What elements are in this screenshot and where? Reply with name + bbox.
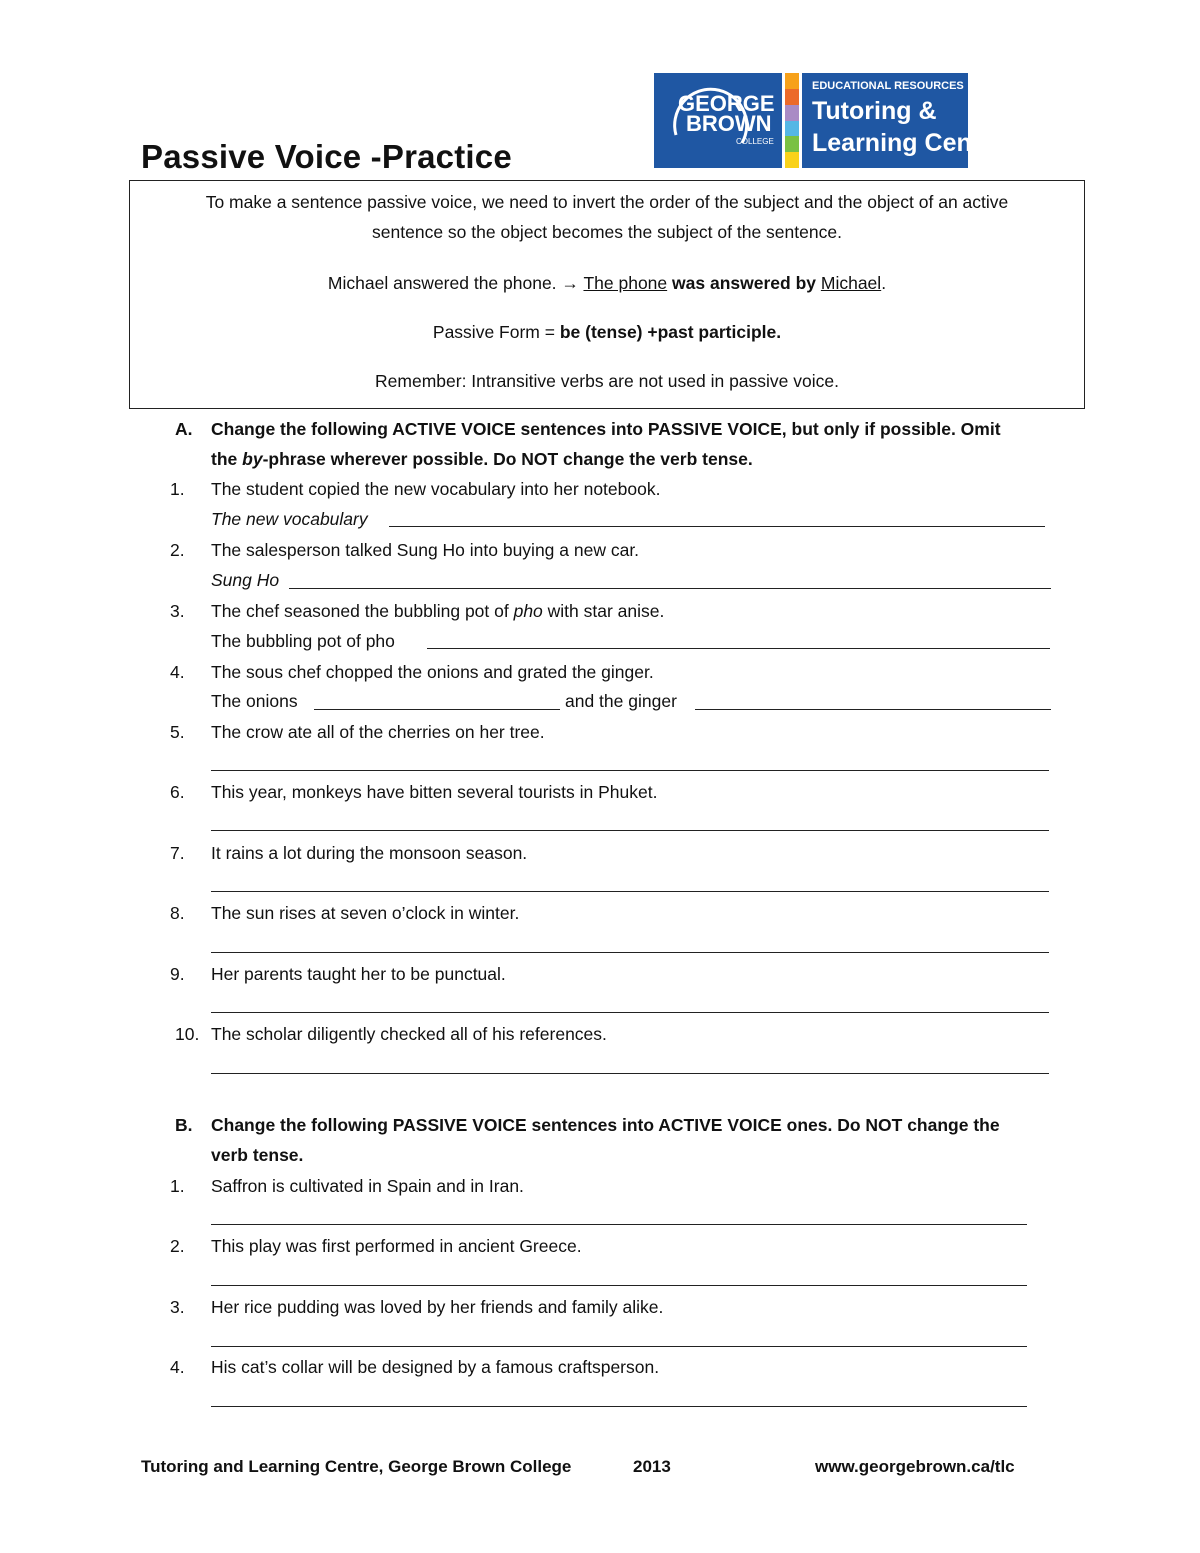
answer-line[interactable] xyxy=(211,1073,1049,1074)
answer-line[interactable] xyxy=(211,1406,1027,1407)
answer-line[interactable] xyxy=(211,1224,1027,1225)
answer-line[interactable] xyxy=(211,830,1049,831)
svg-text:COLLEGE: COLLEGE xyxy=(736,137,774,146)
answer-line[interactable] xyxy=(211,1012,1049,1013)
answer-prompt: The new vocabulary xyxy=(211,509,368,529)
rule-example: Michael answered the phone. → The phone was answered by Michael. xyxy=(327,273,887,293)
svg-text:Tutoring &: Tutoring & xyxy=(812,97,937,125)
answer-line[interactable] xyxy=(314,709,560,710)
svg-text:GEORGE: GEORGE xyxy=(678,91,775,116)
page-title: Passive Voice -Practice xyxy=(141,138,512,175)
footer-organization: Tutoring and Learning Centre, George Brown College xyxy=(141,1457,572,1476)
answer-line[interactable] xyxy=(211,1346,1027,1347)
arrow-icon: → xyxy=(561,273,579,293)
answer-line[interactable] xyxy=(695,709,1051,710)
rule-box xyxy=(129,180,1085,409)
answer-line[interactable] xyxy=(289,588,1051,589)
answer-line[interactable] xyxy=(211,770,1049,771)
answer-line[interactable] xyxy=(211,1285,1027,1286)
answer-prompt: Sung Ho xyxy=(211,570,280,590)
svg-text:BROWN: BROWN xyxy=(686,111,772,136)
svg-text:Learning Centre: Learning Centre xyxy=(812,129,1004,157)
george-brown-logo xyxy=(654,73,1004,168)
answer-prompt: and the ginger xyxy=(565,691,677,711)
answer-line[interactable] xyxy=(427,648,1050,649)
answer-line[interactable] xyxy=(211,891,1049,892)
answer-prompt: The bubbling pot of pho xyxy=(211,631,395,651)
rule-explanation: To make a sentence passive voice, we need to invert the order of the subject and the object of an active sentence so the object becomes the subject of the sentence. xyxy=(205,192,1009,242)
svg-text:EDUCATIONAL RESOURCES: EDUCATIONAL RESOURCES xyxy=(812,80,964,92)
rule-form: Passive Form = be (tense) +past participle. xyxy=(432,322,782,342)
answer-line[interactable] xyxy=(389,526,1045,527)
rule-remember: Remember: Intransitive verbs are not used in passive voice. xyxy=(375,371,839,391)
footer-year: 2013 xyxy=(633,1457,671,1476)
footer-url[interactable]: www.georgebrown.ca/tlc xyxy=(815,1457,1015,1476)
answer-line[interactable] xyxy=(211,952,1049,953)
answer-prompt: The onions xyxy=(211,691,298,711)
